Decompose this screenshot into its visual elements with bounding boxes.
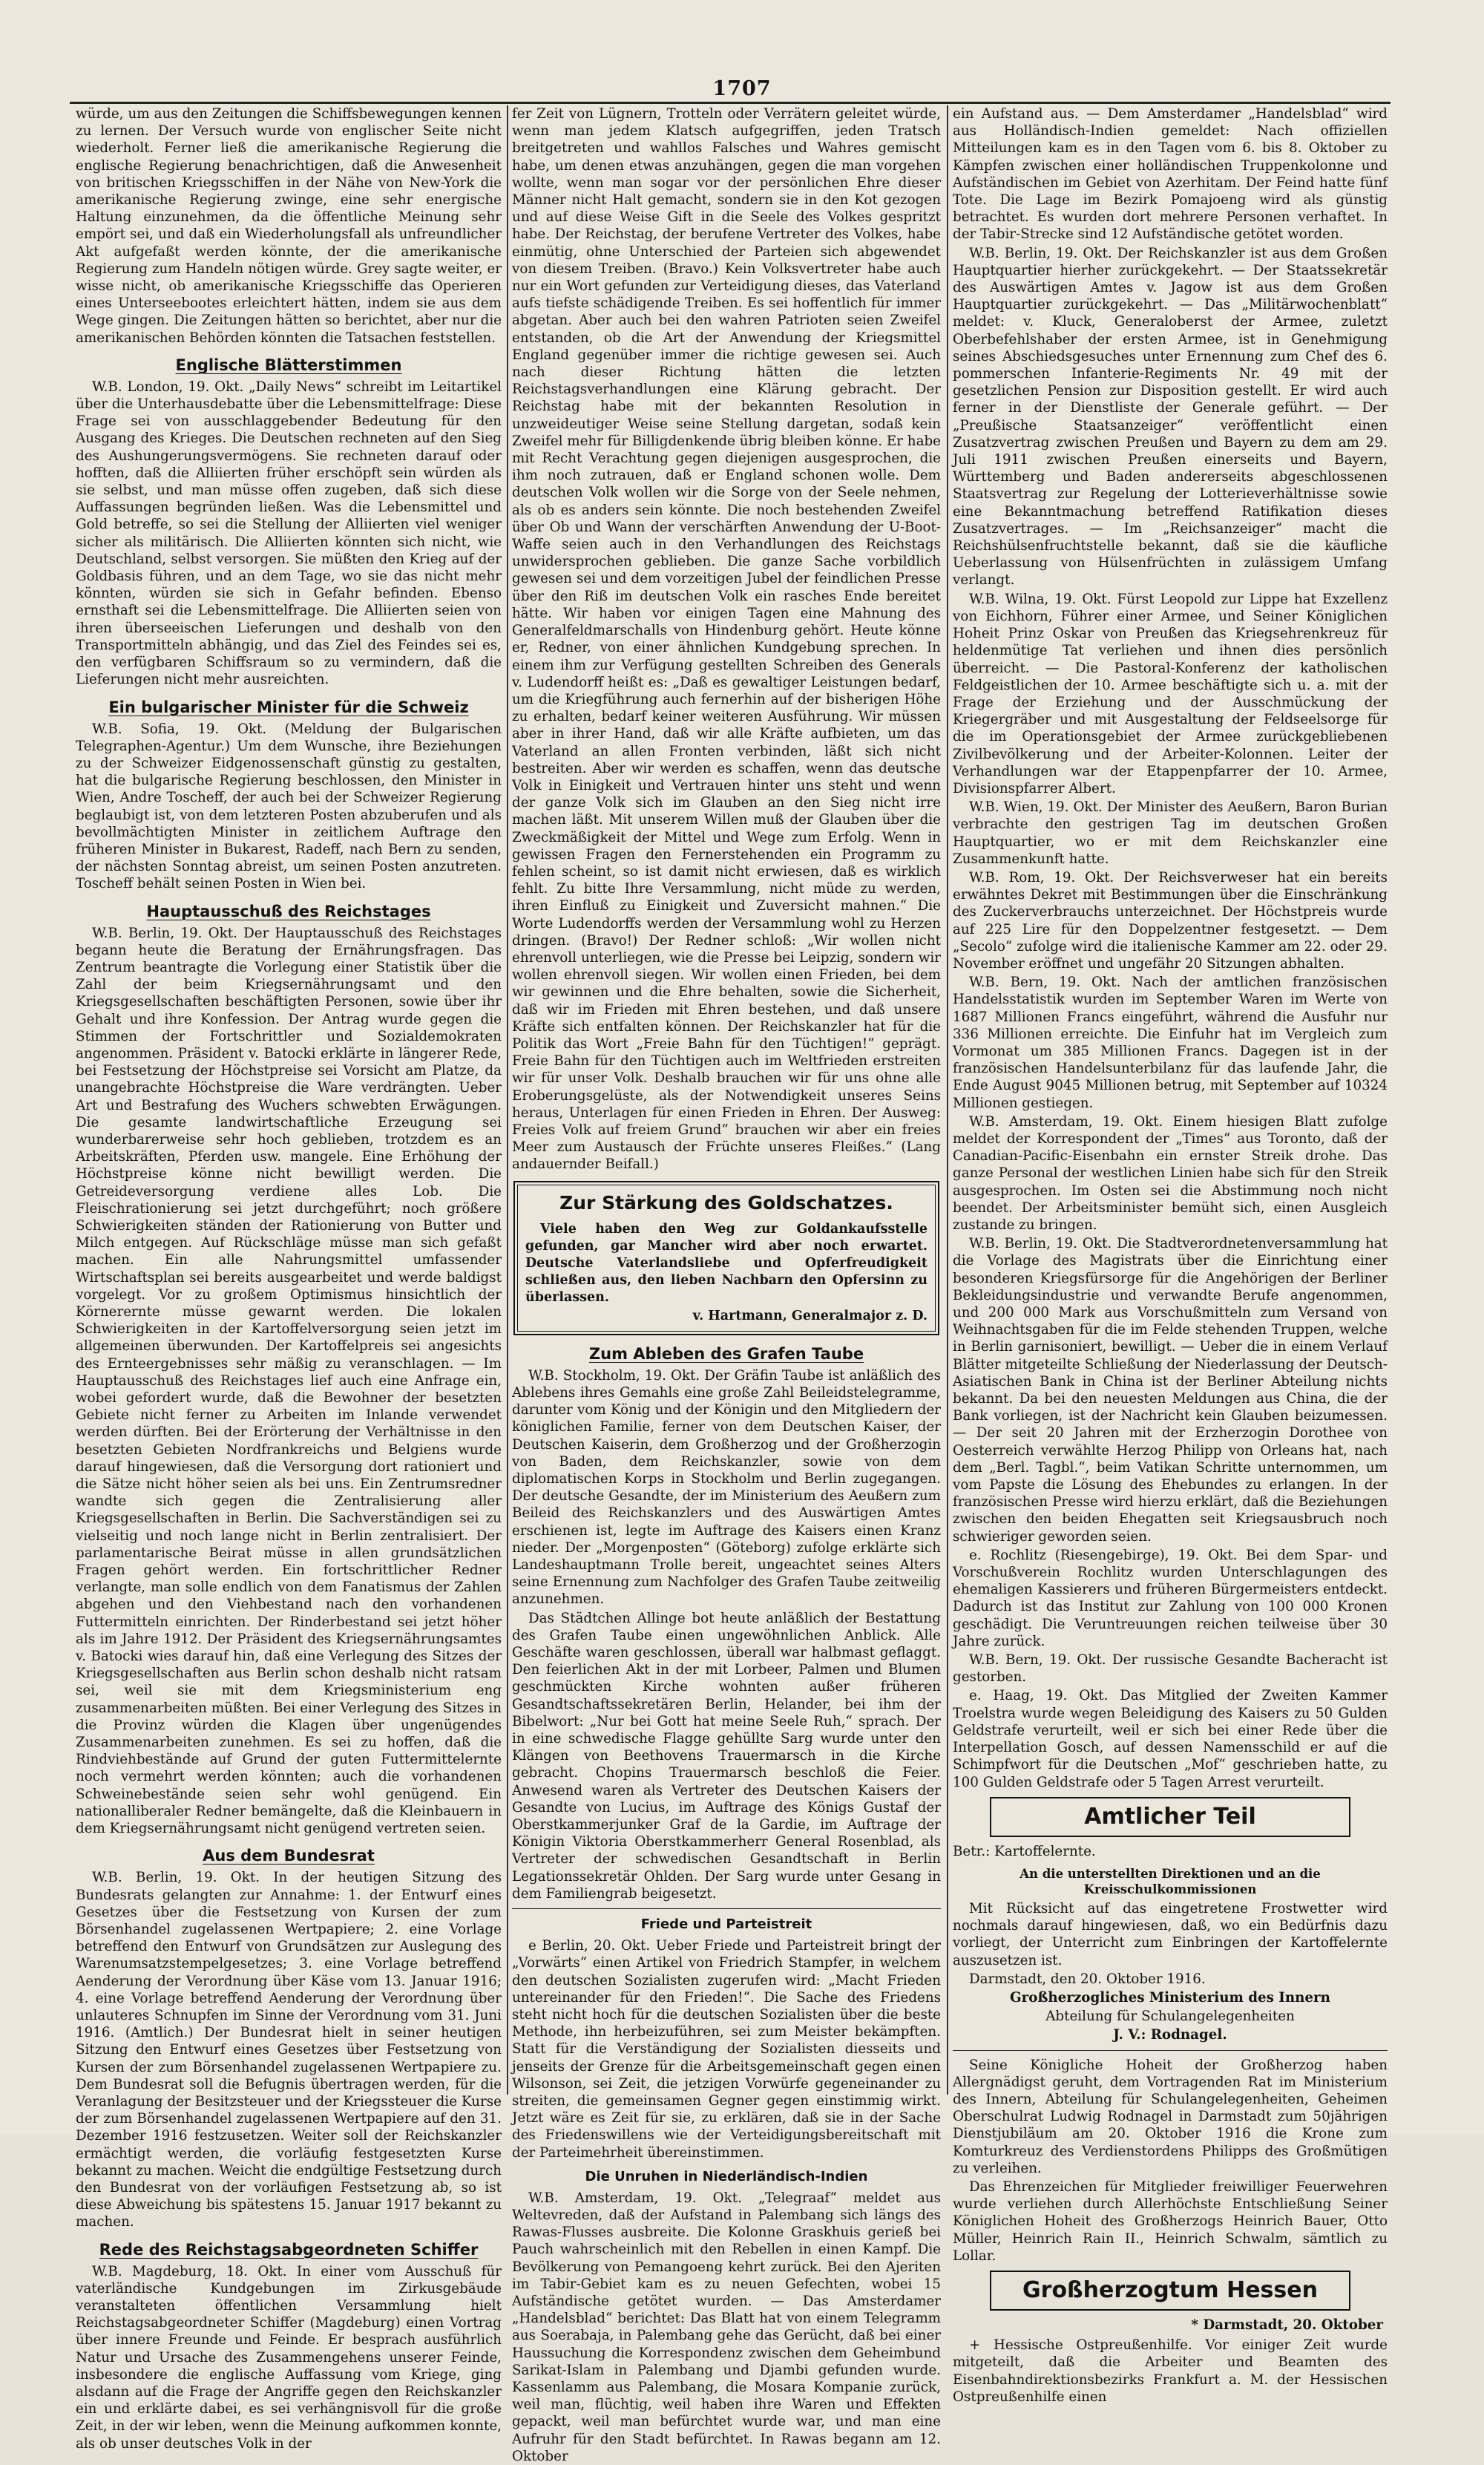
amtl-ministry: Großherzogliches Ministerium des Innern bbox=[1010, 1989, 1330, 2006]
article-paragraph: W.B. Amsterdam, 19. Okt. Einem hiesigen Blatt zufolge meldet der Korrespondent der „Times“ aus Toronto, daß der Canadian-Pacific-Eisenbahn ein ernster Streik drohe. Das ganze Personal der westlichen Linien habe sich für den Streik ausgesprochen. Im Osten sei die Abstimmung noch nicht beendet. Der Arbeitsminister bemüht sich, einen Ausgleich zustande zu bringen. bbox=[953, 1113, 1388, 1233]
column-divider bbox=[507, 105, 508, 2095]
headline-englische-blaetterstimmen: Englische Blätterstimmen bbox=[175, 356, 402, 374]
article-paragraph: W.B. Sofia, 19. Okt. (Meldung der Bulgarischen Telegraphen-Agentur.) Um dem Wunsche, ihre Beziehungen zu der Schweizer Eidgenossenschaft günstig zu gestalten, hat die bulgarische Regierung beschlossen, den Minister in Wien, Andre Toscheff, der auch bei der Schweizer Regierung beglaubigt ist, von dem letzteren Posten abzuberufen und als bevollmächtigten Minister in zeitlichem Auftrage den früheren Minister in Bukarest, Radeff, nach Bern zu senden, der nächsten Sonntag abreist, um seinen Posten anzutreten. Toscheff behält seinen Posten in Wien bei. bbox=[76, 721, 502, 892]
hessen-dateline: * Darmstadt, 20. Oktober bbox=[1191, 2317, 1383, 2333]
article-paragraph: W.B. Berlin, 19. Okt. Der Reichskanzler ist aus dem Großen Hauptquartier hierher zurückgekehrt. — Der Staatssekretär des Auswärtigen Amtes v. Jagow ist aus dem Großen Hauptquartier zurückgekehrt. — Das „Militärwochenblatt“ meldet: v. Kluck, Generaloberst der Armee, zuletzt Oberbefehlshaber der ersten Armee, ist in Genehmigung seines Abschiedsgesuches unter Ernennung zum Chef des 6. pommerschen Infanterie-Regiments Nr. 49 mit der gesetzlichen Pension zur Disposition gestellt. Er wird auch ferner in der Dienstliste der Generale geführt. — Der „Preußische Staatsanzeiger“ veröffentlicht einen Zusatzvertrag zwischen Preußen und Bayern zu dem am 29. Juli 1911 zwischen Preußen einerseits und Bayern, Württemberg und Baden andererseits abgeschlossenen Staatsvertrag zur Regelung der Lotterieverhältnisse sowie eine Bekanntmachung betreffend Ratifikation dieses Zusatzvertrages. — Im „Reichsanzeiger“ macht die Reichshülsenfruchtstelle bekannt, daß sie die käufliche Ueberlassung von Hülsenfrüchten in zulässigem Umfang verlangt. bbox=[953, 245, 1388, 589]
amtl-signature: J. V.: Rodnagel. bbox=[1113, 2027, 1227, 2043]
headline-hauptausschuss: Hauptausschuß des Reichstages bbox=[146, 902, 431, 920]
headline-bundesrat: Aus dem Bundesrat bbox=[203, 1847, 375, 1865]
article-paragraph: W.B. Bern, 19. Okt. Der russische Gesandte Bacheracht ist gestorben. bbox=[953, 1652, 1388, 1686]
article-paragraph: + Hessische Ostpreußenhilfe. Vor einiger Zeit wurde mitgeteilt, daß die Arbeiter und Beamten des Eisenbahndirektionsbezirks Frankfurt a. M. der Hessischen Ostpreußenhilfe einen bbox=[953, 2337, 1388, 2405]
headline-unruhen-indien: Die Unruhen in Niederländisch-Indien bbox=[585, 2168, 868, 2184]
honor-notice: Seine Königliche Hoheit der Großherzog haben Allergnädigst geruht, dem Vortragenden Rat im Ministerium des Innern, Abteilung für Schulangelegenheiten, Geheimen Oberschulrat Ludwig Rodnagel in Darmstadt zum 50jährigen Dienstjubiläum am 20. Oktober 1916 die Krone zum Komturkreuz des Verdienstordens Philipps des Großmütigen zu verleihen. bbox=[953, 2057, 1388, 2176]
article-paragraph: e. Rochlitz (Riesengebirge), 19. Okt. Bei dem Spar- und Vorschußverein Rochlitz wurden Unterschlagungen des ehemaligen Kassierers und früheren Bürgermeisters entdeckt. Dadurch ist das Institut zur Zahlung von 100 000 Kronen geschädigt. Die Veruntreuungen reichen teilweise über 30 Jahre zurück. bbox=[953, 1547, 1388, 1649]
article-paragraph: W.B. Wilna, 19. Okt. Fürst Leopold zur Lippe hat Exzellenz von Eichhorn, Führer einer Armee, und Seiner Königlichen Hoheit Prinz Oskar von Preußen das Kriegsehrenkreuz für heldenmütige Tat verliehen und ihnen dies persönlich überreicht. — Die Pastoral-Konferenz der katholischen Feldgeistlichen der 10. Armee beschäftigte sich u. a. mit der Frage der Erziehung und der Ausschmückung der Kriegergräber und mit Ausgestaltung der Feldseelsorge für die im Operationsgebiet der Armee zurückgebliebenen Zivilbevölkerung und der Arbeiter-Kolonnen. Leiter der Verhandlungen war der Etappenpfarrer der 10. Armee, Divisionspfarrer Albert. bbox=[953, 591, 1388, 796]
article-paragraph: W.B. London, 19. Okt. „Daily News“ schreibt im Leitartikel über die Unterhausdebatte über die Lebensmittelfrage: Diese Frage sei von ausschlaggebender Bedeutung für den Ausgang des Krieges. Die Deutschen rechneten auf den Sieg des Aushungerungsvermögens. Sie rechneten darauf oder hofften, daß die Alliierten früher erschöpft sein würden als sie selbst, und man müsse offen zugeben, daß sich diese Auffassungen begründen ließen. Was die Lebensmittel und Gold betreffe, so sei die Stellung der Alliierten viel weniger sicher als militärisch. Die Alliierten könnten sich nicht, wie Deutschland, selbst versorgen. Sie müßten den Krieg auf der Goldbasis führen, und an dem Tage, wo sie das nicht mehr könnten, würden sie sich in Gefahr befinden. Ebenso ernsthaft sei die Lebensmittelfrage. Die Alliierten seien von ihren überseeischen Lieferungen und deshalb von den Transportmitteln abhängig, und das Ziel des Feindes sei es, den verfügbaren Schiffsraum so zu vermindern, daß die Lieferungen nicht mehr ausreichten. bbox=[76, 379, 502, 688]
headline-bulgarischer-minister: Ein bulgarischer Minister für die Schweiz bbox=[108, 698, 469, 716]
article-continuation: fer Zeit von Lügnern, Trotteln oder Verrätern geleitet würde, wenn man jedem Klatsch aufgegriffen, jeden Tratsch breitgetreten und wahllos Falsches und Wahres gemischt habe, um denen etwas anzuhängen, gegen die man vorgehen wollte, wenn man sogar vor der persönlichen Ehre dieser Männer nicht Halt gemacht, sondern sie in den Kot gezogen und auf diese Weise Gift in die Seele des Volkes gespritzt habe. Der Reichstag, der berufene Vertreter des Volkes, habe einmütig, ohne Unterschied der Parteien sich abgewendet von diesem Treiben. (Bravo.) Kein Volksvertreter habe auch nur ein Wort gefunden zur Verteidigung dieses, das Vaterland aufs tiefste schädigende Treiben. Es sei hoffentlich für immer abgetan. Aber auch bei den wahren Patrioten seien Zweifel entstanden, ob die Art der Anwendung der Kriegsmittel England gegenüber immer die richtige gewesen sei. Auch nach dieser Richtung hätten die letzten Reichstagsverhandlungen eine Klärung gebracht. Der Reichstag habe mit der bekannten Resolution in unzweideutiger Weise seine Stellung dargetan, sodaß kein Zweifel mehr für Billigdenkende übrig bleiben könne. Er habe mit Recht Verachtung gegen diejenigen ausgesprochen, die ihm noch zutrauen, daß er England schonen wolle. Dem deutschen Volk wollen wir die Sorge von der Seele nehmen, als ob es anders sein könnte. Die noch bestehenden Zweifel über Ob und Wann der verschärften Anwendung der U-Boot-Waffe seien auch in den Verhandlungen des Reichstags unwidersprochen geblieben. Die ganze Sache vorbildlich gewesen sei und dem vorzeitigen Jubel der feindlichen Presse über den Riß im deutschen Volk ein rasches Ende bereitet hätte. Wir haben vor einigen Tagen eine Mahnung des Generalfeldmarschalls von Hindenburg gehört. Heute könne er, Redner, von einer ähnlichen Kundgebung sprechen. In einem ihm zur Verfügung gestellten Schreiben des Generals v. Ludendorff heißt es: „Daß es gewaltiger Leistungen bedarf, um die Kriegführung auch fernerhin auf der bisherigen Höhe zu erhalten, bedarf keiner weiteren Ausführung. Wir müssen aber in ihrer Hand, daß wir alle Kräfte aufbieten, um das Vaterland an allen Fronten verbinden, läßt sich nicht bestreiten. Aber wir werden es schaffen, wenn das deutsche Volk in Einigkeit und Vertrauen hinter uns steht und wenn der ganze Volk sich im Glauben an den Sieg nicht irre machen läßt. Mit unserem Willen muß der Glauben über die Zweckmäßigkeit der Mittel und Wege zum Erfolg. Wenn in gewissen Fragen den Fernerstehenden ein Programm zu fehlen scheint, so ist damit nicht erwiesen, daß es wirklich fehlt. Zu bitte Ihre Versammlung, nicht müde zu werden, ihren Einfluß zu Einigkeit und Zuversicht mahnen.“ Die Worte Ludendorffs werden der Versammlung wohl zu Herzen dringen. (Bravo!) Der Redner schloß: „Wir wollen nicht ehrenvoll unterliegen, wie die Presse bei Leipzig, sondern wir wollen ehrenvoll siegen. Wir wollen einen Frieden, bei dem wir gewinnen und die Ehre behalten, sowie die Sicherheit, daß wir im Frieden mit Ehren bestehen, und daß unsere Kräfte sich entfalten können. Der Reichskanzler hat für die Politik das Wort „Freie Bahn für den Tüchtigen!“ geprägt. Freie Bahn für den Tüchtigen auch im Weltfrieden erstreiten wir für unser Volk. Deshalb brauchen wir für uns ohne alle Eroberungsgelüste, als der Notwendigkeit unseres Seins heraus, Unterlagen für einen Frieden in Ehren. Der Ausweg: Freies Volk auf freiem Grund“ brauchen wir aber ein freies Meer zum Austausch der Früchte unseres Fleißes.“ (Lang andauernder Beifall.) bbox=[512, 106, 941, 1173]
hessen-banner bbox=[990, 2271, 1350, 2311]
section-title-amtlicher-teil: Amtlicher Teil bbox=[1084, 1803, 1256, 1830]
article-continuation: würde, um aus den Zeitungen die Schiffsbewegungen kennen zu lernen. Der Versuch wurde von englischer Seite nicht wiederholt. Ferner ließ die amerikanische Regierung die englische Regierung benachrichtigen, daß die Anwesenheit von britischen Kriegsschiffen in der Nähe von New-York die amerikanische Regierung zwinge, eine sehr energische Haltung einzunehmen, da die öffentliche Meinung sehr empört sei, und daß ein Wiederholungsfall als unfreundlicher Akt aufgefaßt werden könnte, der die amerikanische Regierung zum Handeln nötigen würde. Grey sagte weiter, er wisse nicht, ob amerikanische Kriegsschiffe das Operieren eines Unterseebootes erleichtert hätten, indem sie aus dem Wege gingen. Die Zeitungen hätten so berichtet, aber nur die amerikanischen Behörden könnten die Tatsachen feststellen. bbox=[76, 106, 502, 346]
honor-notice: Das Ehrenzeichen für Mitglieder freiwilliger Feuerwehren wurde verliehen durch Allerhöchste Entschließung Seiner Königlichen Hoheit des Großherzogs Heinrich Bauer, Otto Müller, Heinrich Rain II., Heinrich Schwalm, sämtlich zu Lollar. bbox=[953, 2178, 1388, 2264]
top-rule bbox=[70, 102, 1391, 104]
amtl-date: Darmstadt, den 20. Oktober 1916. bbox=[969, 1971, 1206, 1987]
article-paragraph: W.B. Berlin, 19. Okt. Die Stadtverordnetenversammlung hat die Vorlage des Magistrats über die Einrichtung einer besonderen Kriegsfürsorge für die Angehörigen der Berliner Bekleidungsindustrie und verwandte Berufe angenommen, und 200 000 Mark aus Vorschußmitteln zum Versand von Weihnachtsgaben für die im Felde stehenden Truppen, welche in Berlin garnisoniert, bewilligt. — Ueber die in einem Verlauf Blätter mitgeteilte Schließung der Niederlassung der Deutsch-Asiatischen Bank in China ist der Berliner Abteilung nichts bekannt. Da bei den neuesten Meldungen aus China, die der Bank vorliegen, ist der Nachricht kein Glauben beizumessen. — Der seit 20 Jahren mit der Erzherzogin Dorothee von Oesterreich verwählte Herzog Philipp von Orleans hat, nach dem „Berl. Tagbl.“, beim Vatikan Schritte unternommen, um vom Papste die Lösung des Ehebundes zu erlangen. In der französischen Presse wird hierzu erklärt, daß die Beziehungen zwischen den beiden Ehegatten seit Kriegsausbruch noch schwieriger geworden seien. bbox=[953, 1236, 1388, 1545]
amtl-subject: Betr.: Kartoffelernte. bbox=[953, 1843, 1096, 1859]
article-paragraph: W.B. Amsterdam, 19. Okt. „Telegraaf“ meldet aus Weltevreden, daß der Aufstand in Palembang sich längs des Rawas-Flusses ausbreite. Die Kolonne Graskhuis gerieß bei Pauch wahrscheinlich mit den Rebellen in einen Kampf. Die Bevölkerung von Pemangoeng kehrt zurück. Bei den Ajeriten im Tabir-Gebiet kam es zu neuen Gefechten, wobei 15 Aufständische getötet wurden. — Das Amsterdamer „Handelsblad“ berichtet: Das Blatt hat von einem Telegramm aus Soerabaja, in Palembang gehe das Gerücht, daß bei einer Haussuchung die Korrespondenz zwischen dem Geheimbund Sarikat-Islam in Palembang und Djambi gefunden wurde. Kassenlamm aus Palembang, die Mosara Kompanie zurück, weil man, flüchtig, weil haben ihre Waren und Effekten gepackt, weil man befürchtet wurde war, und man eine Aufruhr für den Stadt befürchtet. In Rawas begann am 12. Oktober bbox=[512, 2190, 941, 2464]
article-paragraph: W.B. Magdeburg, 18. Okt. In einer vom Ausschuß für vaterländische Kundgebungen im Zirkusgebäude veranstalteten öffentlichen Versammlung hielt Reichstagsabgeordneter Schiffer (Magdeburg) einen Vortrag über innere Freunde und Feinde. Er besprach ausführlich Natur und Ursache des Zusammengehens unserer Feinde, insbesondere die englische Auffassung vom Kriege, ging alsdann auf die Frage der Angriffe gegen den Reichskanzler ein und erklärte dabei, es sei verhängnisvoll für die große Zeit, in der wir leben, wenn die Meinung aufkommen konnte, als ob unser deutsches Volk in der bbox=[76, 2263, 502, 2452]
headline-friede-parteistreit: Friede und Parteistreit bbox=[640, 1916, 812, 1933]
article-paragraph: e. Haag, 19. Okt. Das Mitglied der Zweiten Kammer Troelstra wurde wegen Beleidigung des Kaisers zu 50 Gulden Geldstrafe verurteilt, weil er sich bei einer Rede über die Interpellation Gosch, auf dessen Namensschild er auf die Schimpfwort für die Deutschen „Mof“ geschrieben hatte, zu 100 Gulden Geldstrafe oder 5 Tagen Arrest verurteilt. bbox=[953, 1688, 1388, 1790]
column-divider bbox=[947, 105, 948, 2095]
column-2 bbox=[512, 105, 941, 2464]
column-3 bbox=[953, 105, 1388, 2405]
article-paragraph: W.B. Bern, 19. Okt. Nach der amtlichen französischen Handelsstatistik wurden im September Waren im Werte von 1687 Millionen Francs eingeführt, während die Ausfuhr nur 336 Millionen erreichte. Die Einfuhr hat im Vergleich zum Vormonat um 385 Millionen Francs. Dagegen ist in der französischen Handelsunterbilanz für das laufende Jahr, die Ende August 9045 Millionen betrug, mit September auf 10324 Millionen gestiegen. bbox=[953, 975, 1388, 1111]
article-continuation: ein Aufstand aus. — Dem Amsterdamer „Handelsblad“ wird aus Holländisch-Indien gemeldet: Nach offiziellen Mitteilungen kam es in den Tagen vom 6. bis 8. Oktober zu Kämpfen zwischen einer holländischen Truppenkolonne und Aufständischen im Gebiet von Azerhitam. Der Feind hatte fünf Tote. Die Lage im Bezirk Pomajoeng wird als günstig betrachtet. Es wurden dort mehrere Personen verhaftet. In der Tabir-Strecke sind 12 Aufständische getötet worden. bbox=[953, 106, 1388, 243]
amtlicher-teil-banner bbox=[990, 1797, 1350, 1837]
divider bbox=[512, 1908, 941, 1909]
article-paragraph: W.B. Stockholm, 19. Okt. Der Gräfin Taube ist anläßlich des Ablebens ihres Gemahls eine große Zahl Beileidstelegramme, darunter vom König und der Königin und den Mitgliedern der königlichen Familie, ferner von dem Deutschen Kaiser, der Deutschen Kaiserin, dem Großherzog und der Großherzogin von Baden, dem Reichskanzler, sowie von dem diplomatischen Korps in Stockholm und Berlin zugegangen. Der deutsche Gesandte, der im Ministerium des Aeußern zum Beileid des Reichskanzlers und des Auswärtigen Amtes erschienen ist, legte im Auftrage des Kaisers einen Kranz nieder. Der „Morgenposten“ (Göteborg) zufolge erklärte sich Landeshauptmann Trolle bereit, ungeachtet seines Alters seine Ernennung zum Nachfolger des Grafen Taube zeitweilig anzunehmen. bbox=[512, 1367, 941, 1608]
headline-graf-taube: Zum Ableben des Grafen Taube bbox=[588, 1344, 864, 1363]
divider bbox=[953, 2050, 1388, 2051]
notice-signature: v. Hartmann, Generalmajor z. D. bbox=[692, 1308, 928, 1323]
article-paragraph: W.B. Berlin, 19. Okt. In der heutigen Sitzung des Bundesrats gelangten zur Annahme: 1. der Entwurf eines Gesetzes über die Festsetzung von Kursen der zum Börsenhandel zugelassenen Wertpapiere; 2. eine Vorlage betreffend den Entwurf von Grundsätzen zur Auslegung des Warenumsatzstempelgesetzes; 3. eine Vorlage betreffend Aenderung der Verordnung über Käse vom 13. Januar 1916; 4. eine Vorlage betreffend Aenderung der Verordnung über unlauteres Schnupfen im Sinne der Verordnung vom 31. Juni 1916. (Amtlich.) Der Bundesrat hielt in seiner heutigen Sitzung den Entwurf eines Gesetzes über Festsetzung von Kursen der zum Börsenhandel zugelassenen Wertpapiere zu. Dem Bundesrat soll die Befugnis übertragen werden, für die Veranlagung der Besitzsteuer und der Kriegssteuer die Kurse der zum Börsenhandel zugelassenen Wertpapiere auf den 31. Dezember 1916 festzusetzen. Weiter soll der Reichskanzler ermächtigt werden, die vorläufig festgesetzten Kurse bekannt zu machen. Weicht die endgültige Festsetzung durch den Bundesrat von der vorläufigen Festsetzung ab, so ist diese Abweichung bis spätestens 15. Januar 1917 bekannt zu machen. bbox=[76, 1870, 502, 2230]
article-paragraph: W.B. Rom, 19. Okt. Der Reichsverweser hat ein bereits erwähntes Dekret mit Bestimmungen über die Einschränkung des Zuckerverbrauchs unterzeichnet. Der Höchstpreis wurde auf 225 Lire für den Doppelzentner festgesetzt. — Dem „Secolo“ zufolge wird die italienische Kammer am 22. oder 29. November eröffnet und ungefähr 20 Sitzungen abhalten. bbox=[953, 869, 1388, 972]
article-paragraph: e Berlin, 20. Okt. Ueber Friede und Parteistreit bringt der „Vorwärts“ einen Artikel von Friedrich Stampfer, in welchem den deutschen Sozialisten zugerufen wird: „Macht Frieden untereinander für den Frieden!“. Die Sache des Friedens steht nicht hoch für die deutschen Sozialisten über die beste Methode, ihn herbeizuführen, sei zum Meister bekämpften. Statt für die Verständigung der Sozialisten diesseits und jenseits der Grenze für die Arbeitsgemeinschaft gegen einen Wilsonson, sei Zeit, die jetzigen Vorwürfe gegeneinander zu streiten, die gemeinsamen Gegner gegen einstimmig wirkt. Jetzt wäre es Zeit für sie, zu erklären, daß sie in der Sache des Friedenswillens wie der Verteidigungsbereitschaft mit der Parteimehrheit übereinstimmen. bbox=[512, 1938, 941, 2161]
amtl-recipients: An die unterstellten Direktionen und an die Kreisschulkommissionen bbox=[1020, 1866, 1321, 1896]
article-paragraph: W.B. Wien, 19. Okt. Der Minister des Aeußern, Baron Burian verbrachte den gestrigen Tag im deutschen Großen Hauptquartier, wo er mit dem Reichskanzler eine Zusammenkunft hatte. bbox=[953, 799, 1388, 867]
notice-text: Viele haben den Weg zur Goldankaufsstelle gefunden, gar Mancher wird aber noch erwartet. Deutsche Vaterlandsliebe und Opferfreudigkeit schließen aus, den lieben Nachbarn den Opfersinn zu überlassen. bbox=[525, 1221, 928, 1305]
page-number: 1707 bbox=[712, 77, 772, 100]
article-paragraph: W.B. Berlin, 19. Okt. Der Hauptausschuß des Reichstages begann heute die Beratung der Ernährungsfragen. Das Zentrum beantragte die Vorlegung einer Statistik über die Zahl der beim Kriegsernährungsamt und den Kriegsgesellschaften beschäftigten Personen, sowie über ihr Gehalt und ihre Konfession. Der Antrag wurde gegen die Stimmen der Fortschrittler und Sozialdemokraten angenommen. Präsident v. Batocki erklärte in längerer Rede, bei Festsetzung der Höchstpreise sei Vorsicht am Platze, da unangebrachte Höchstpreise die Ware verdrängten. Ueber Art und Bestrafung des Wuchers schwebten Erwägungen. Die gesamte landwirtschaftliche Erzeugung sei wunderbarerweise sehr hoch geblieben, trotzdem es an Arbeitskräften, Pferden usw. mangele. Eine Erhöhung der Höchstpreise könne nicht bewilligt werden. Die Getreideversorgung verdiene alles Lob. Die Fleischrationierung sei jetzt durchgeführt; noch größere Schwierigkeiten ständen der Rationierung von Butter und Milch entgegen. Auf Rückschläge müsse man sich gefaßt machen. Ein alle Nahrungsmittel umfassender Wirtschaftsplan sei bereits ausgearbeitet und werde baldigst vorgelegt. Vor zu großem Optimismus hinsichtlich der Körnerernte müsse gewarnt werden. Die lokalen Schwierigkeiten in der Kartoffelversorgung seien jetzt im allgemeinen überwunden. Der Kartoffelpreis sei angesichts des Ernteergebnisses sehr mäßig zu veranschlagen. — Im Hauptausschuß des Reichstages lief auch eine Anfrage ein, wobei gefordert wurde, daß die Bewohner der besetzten Gebiete nicht ferner zu Arbeiten im Inlande verwendet werden dürften. Bei der Erörterung der Verhältnisse in den besetzten Gebieten Nordfrankreichs und Belgiens wurde darauf hingewiesen, daß die Versorgung dort rationiert und die Sätze nicht höher seien als bei uns. Ein Zentrumsredner wandte sich gegen die Zentralisierung aller Kriegsgesellschaften in Berlin. Die Sachverständigen sei zu vielseitig und noch lange nicht in Berlin zentralisiert. Der parlamentarische Beirat müsse in allen grundsätzlichen Fragen gehört werden. Ein fortschrittlicher Redner verlangte, man solle endlich von dem Fanatismus der Zahlen abgehen und den Viehbestand nach den vorhandenen Futtermitteln einrichten. Der Rinderbestand sei jetzt höher als im Jahre 1912. Der Präsident des Kriegsernährungsamtes v. Batocki wies darauf hin, daß eine Verlegung des Sitzes der Kriegsgesellschaften aus Berlin schon deshalb nicht ratsam sei, weil sie mit dem Kriegsministerium eng zusammenarbeiten müßten. Bei einer Verlegung des Sitzes in die Provinz würden die Klagen über ungenügendes Zusammenarbeiten zunehmen. Es sei zu hoffen, daß die Rindviehbestände auf Grund der guten Futtermittelernte noch vermehrt werden könnten; auch die vorhandenen Schweinebestände seien sehr wohl genügend. Ein nationalliberaler Redner bemängelte, daß die Kleinbauern in dem Kriegsernährungsamt nicht genügend vertreten seien. bbox=[76, 925, 502, 1837]
headline-rede-schiffer: Rede des Reichstagsabgeordneten Schiffer bbox=[99, 2240, 479, 2259]
amtl-department: Abteilung für Schulangelegenheiten bbox=[1045, 2009, 1295, 2025]
article-paragraph: Das Städtchen Allinge bot heute anläßlich der Bestattung des Grafen Taube einen ungewöhnlichen Anblick. Alle Geschäfte waren geschlossen, überall war halbmast geflaggt. Den feierlichen Akt in der mit Lorbeer, Palmen und Blumen geschmückten Kirche wohnten außer früheren Gesandtschaftssekretären Berlin, Helander, bei ihm der Bibelwort: „Nur bei Gott hat meine Seele Ruh,“ sprach. Der in eine schwedische Flagge gehüllte Sarg wurde unter den Klängen von Beethovens Trauermarsch in die Kirche gebracht. Chopins Trauermarsch beschloß die Feier. Anwesend waren als Vertreter des Deutschen Kaisers der Gesandte von Lucius, im Auftrage des Königs Gustaf der Oberstkammerjunker Graf de la Gardie, im Auftrage der Königin Viktoria Oberstkammerherr General Rosenblad, als Vertreter der schwedischen Gesandtschaft in Berlin Legationssekretär Ohlden. Der Sarg wurde unter Gesang in dem Familiengrab beigesetzt. bbox=[512, 1610, 941, 1902]
column-1 bbox=[76, 105, 502, 2452]
amtl-text: Mit Rücksicht auf das eingetretene Frostwetter wird nochmals darauf hingewiesen, daß, wo ein Bedürfnis dazu vorliegt, der Unterricht zum Einbringen der Kartoffelernte auszusetzen ist. bbox=[953, 1900, 1388, 1968]
goldschatz-notice-box bbox=[513, 1181, 939, 1335]
notice-title: Zur Stärkung des Goldschatzes. bbox=[559, 1191, 893, 1214]
section-title-grossherzogtum-hessen: Großherzogtum Hessen bbox=[1022, 2276, 1318, 2303]
